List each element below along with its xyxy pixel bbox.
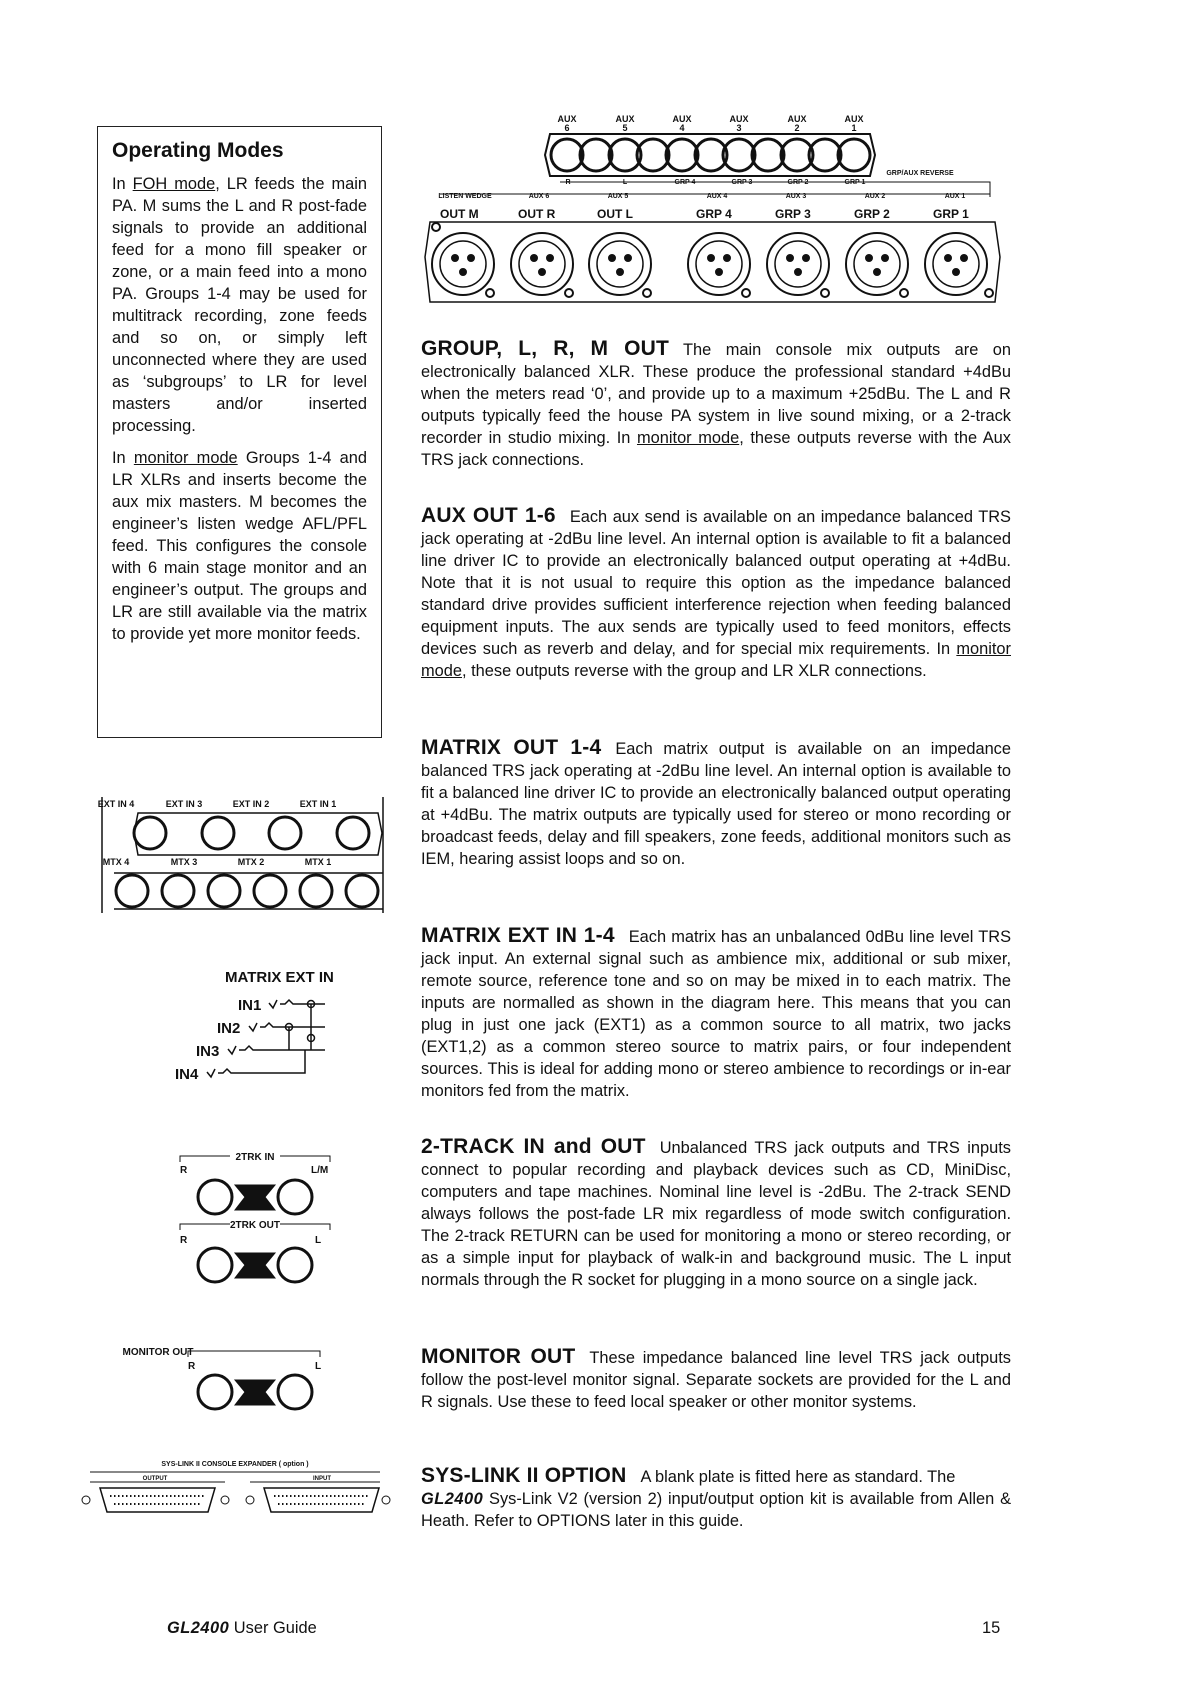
xlr-connectors — [425, 222, 1000, 302]
monitor-mode-term: monitor mode — [133, 449, 238, 467]
syslink-diagram — [80, 1458, 390, 1520]
aux-jack-label: AUX 3 — [729, 114, 749, 133]
aux-jack-label: AUX 4 — [672, 114, 692, 133]
foh-mode-term: FOH mode — [132, 175, 216, 193]
page-number: 15 — [982, 1619, 1001, 1637]
monitor-mode-paragraph: In monitor mode Groups 1-4 and LR XLRs and inserts become the aux mix masters. M becomes the engineer’s listen wedge AFL/PFL feed. This configures the console with 6 main stage monitor and an engineer’s output. The groups and LR are still available via the matrix to provide yet more monitor feeds. — [112, 449, 367, 643]
reverse-row-label: AUX 3 — [785, 193, 807, 200]
monitor-out-r-label: R — [188, 1361, 196, 1372]
reverse-row-label: AUX 5 — [607, 193, 629, 200]
two-track-heading: 2-TRACK IN and OUT — [421, 1135, 646, 1158]
mtx-label: MTX 3 — [170, 857, 198, 867]
two-track-in-r-label: R — [180, 1165, 188, 1176]
ext-in-label: EXT IN 2 — [232, 799, 270, 809]
two-track-section: 2-TRACK IN and OUT Unbalanced TRS jack outputs and TRS inputs connect to popular recording and playback devices such as CD, MiniDisc, computers and tape machines. Nominal line level is -2dBu. The 2-track SEND always follows the post-fade LR mix regardless of mode switch configuration. The 2-track RETURN can be used for monitoring a mono or stereo recording, or as a simple input for playback of walk-in and background music. The L input normals through the R socket for plugging in a mono source on a single jack. — [421, 1135, 1011, 1289]
reverse-row-label: AUX 4 — [706, 193, 728, 200]
reverse-row-label: R — [565, 179, 571, 186]
xlr-label: OUT L — [597, 207, 633, 221]
ext-input-label: IN3 — [196, 1043, 220, 1060]
syslink-output-label: OUTPUT — [142, 1476, 168, 1482]
aux-out-heading: AUX OUT 1-6 — [421, 504, 556, 527]
foh-mode-paragraph: In FOH mode, LR feeds the main PA. M sums the L and R post-fade signals to provide an additional feed for a mono fill speaker or zone, or a main feed into a mono PA. Groups 1-4 may be used for multitrack recording, zone feeds and so on, or simply left unconnected where they are used as ‘subgroups’ to LR for level masters and/or inserted processing. — [112, 175, 367, 435]
aux-jacks — [545, 134, 875, 176]
two-track-out-l-label: L — [315, 1235, 322, 1246]
reverse-row-label: GRP 4 — [674, 179, 696, 186]
xlr-label: OUT M — [440, 207, 479, 221]
matrix-panel-diagram — [98, 795, 388, 915]
monitor-out-heading: MONITOR OUT — [421, 1345, 576, 1368]
ext-in-label: EXT IN 1 — [299, 799, 337, 809]
group-out-heading: GROUP, L, R, M OUT — [421, 337, 670, 360]
monitor-out-l-label: L — [315, 1361, 322, 1372]
reverse-row-label: AUX 6 — [528, 193, 550, 200]
matrix-ext-title: MATRIX EXT IN — [225, 969, 334, 986]
mtx-label: MTX 2 — [237, 857, 265, 867]
ext-input-label: IN4 — [175, 1066, 199, 1083]
syslink-input-label: INPUT — [313, 1476, 331, 1482]
syslink-section: SYS-LINK II OPTION A blank plate is fitted here as standard. The GL2400 Sys-Link V2 (version 2) input/output option kit is available from Allen & Heath. Refer to OPTIONS later in this guide. — [421, 1464, 1011, 1530]
ext-in-label: EXT IN 3 — [165, 799, 203, 809]
ext-in-label: EXT IN 4 — [97, 799, 135, 809]
footer-logo: GL2400 — [167, 1619, 230, 1637]
monitor-out-section: MONITOR OUT These impedance balanced line level TRS jack outputs follow the post-level monitor signal. Separate sockets are provided for the L and R signals. Use these to feed local speaker or other monitor systems. — [421, 1345, 1011, 1411]
two-track-in-label: 2TRK IN — [235, 1152, 275, 1163]
aux-jack-label: AUX 2 — [787, 114, 807, 133]
two-track-diagram — [175, 1150, 335, 1295]
reverse-row-label: AUX 1 — [944, 193, 966, 200]
aux-out-section: AUX OUT 1-6 Each aux send is available on an impedance balanced TRS jack operating at -2dBu line level. An internal option is available to fit a balanced line driver IC to provide an electronically balanced output operating at +4dBu. Note that it is not usual to require this option as the impedance balanced standard drive provides sufficient interference rejection when feeding balanced equipment inputs. The aux sends are typically used to feed monitors, effects devices such as reverb and delay, and for special mix requirements. In monitor mode, these outputs reverse with the group and LR XLR connections. — [421, 504, 1011, 680]
aux-jack-labels — [557, 114, 863, 133]
matrix-out-heading: MATRIX OUT 1-4 — [421, 736, 602, 759]
two-track-out-r-label: R — [180, 1235, 188, 1246]
mtx-label: MTX 1 — [304, 857, 332, 867]
two-track-in-lm-label: L/M — [311, 1165, 329, 1176]
reverse-row-label: AUX 2 — [864, 193, 886, 200]
group-out-section: GROUP, L, R, M OUT The main console mix outputs are on electronically balanced XLR. These produce the professional standard +4dBu when the meters read ‘0’, and provide up to a maximum +25dBu. The L and R outputs typically feed the house PA system in live sound mixing, or a 2-track recorder in studio mixing. In monitor mode, these outputs reverse with the Aux TRS jack connections. — [421, 337, 1011, 469]
xlr-label: GRP 3 — [775, 207, 811, 221]
monitor-out-diagram — [122, 1345, 330, 1410]
xlr-label: GRP 4 — [696, 207, 732, 221]
xlr-label: OUT R — [518, 207, 556, 221]
aux-jack-label: AUX 6 — [557, 114, 577, 133]
matrix-out-section: MATRIX OUT 1-4 Each matrix output is available on an impedance balanced TRS jack operating at -2dBu line level. An internal option is available to fit a balanced line driver IC to provide an electronically balanced output operating at +4dBu. The matrix outputs are typically used for stereo or mono recording or broadcast feeds, delay and fill speakers, zone feeds, additional monitors such as IEM, hearing assist loops and so on. — [421, 736, 1011, 868]
syslink-title: SYS-LINK II CONSOLE EXPANDER ( option ) — [161, 1461, 309, 1468]
grp-aux-reverse-label: GRP/AUX REVERSE — [886, 170, 954, 177]
operating-modes-title: Operating Modes — [112, 139, 284, 162]
footer-title: GL2400 User Guide — [167, 1619, 317, 1637]
matrix-ext-section: MATRIX EXT IN 1-4 Each matrix has an unbalanced 0dBu line level TRS jack input. An external signal such as ambience mix, additional or sub mixer, remote source, reference tone and so on may be mixed in to each matrix. The inputs are normalled as shown in the diagram here. This means that you can plug in just one jack (EXT1) as a common source to all matrix, two jacks (EXT1,2) as a common stereo source to matrix pairs, or four independent sources. This is ideal for adding mono or stereo ambience to recordings or in-ear monitors fed from the matrix. — [421, 924, 1012, 1100]
two-track-out-label: 2TRK OUT — [230, 1220, 280, 1231]
xlr-label: GRP 2 — [854, 207, 890, 221]
operating-modes-box — [97, 126, 382, 738]
ext-input-label: IN1 — [238, 997, 262, 1014]
matrix-ext-heading: MATRIX EXT IN 1-4 — [421, 924, 615, 947]
aux-jack-label: AUX 5 — [615, 114, 635, 133]
reverse-row-label: GRP 2 — [787, 179, 809, 186]
gl2400-logo: GL2400 — [421, 1490, 484, 1508]
listen-wedge-label: LISTEN WEDGE — [438, 193, 492, 200]
mtx-label: MTX 4 — [102, 857, 130, 867]
reverse-row-label: L — [622, 179, 628, 186]
ext-input-label: IN2 — [217, 1020, 241, 1037]
xlr-label: GRP 1 — [933, 207, 969, 221]
reverse-row-label: GRP 1 — [844, 179, 866, 186]
aux-jack-label: AUX 1 — [844, 114, 864, 133]
output-panel-diagram — [420, 112, 1010, 307]
syslink-heading: SYS-LINK II OPTION — [421, 1464, 627, 1487]
matrix-ext-wiring-diagram — [165, 968, 350, 1098]
reverse-row-label: GRP 3 — [731, 179, 753, 186]
monitor-out-label: MONITOR OUT — [122, 1347, 194, 1358]
